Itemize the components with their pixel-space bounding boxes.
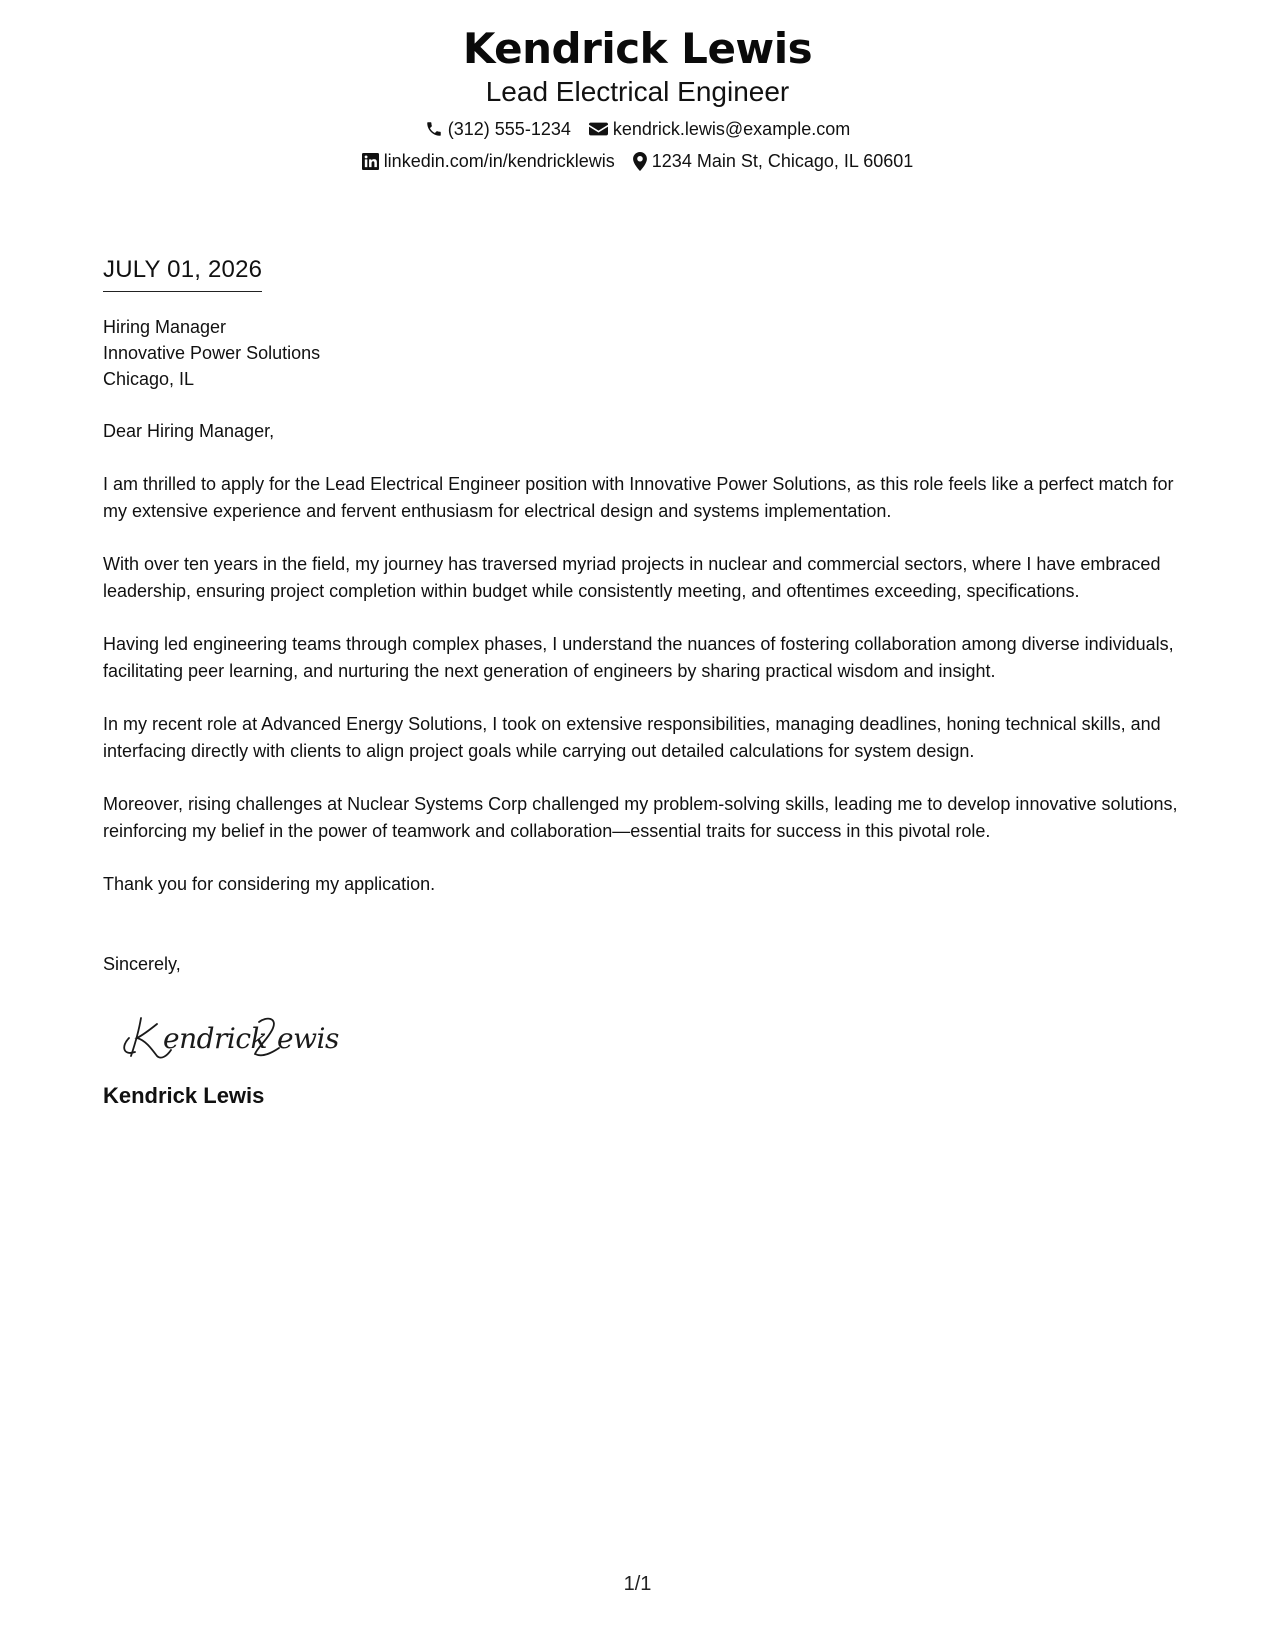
page-number: 1/1 <box>623 1573 652 1595</box>
letter-body <box>103 255 1178 1110</box>
body-paragraph: Thank you for considering my application. <box>103 874 436 894</box>
contact-phone[interactable] <box>425 118 571 140</box>
salutation: Dear Hiring Manager, <box>103 421 275 441</box>
svg-text:endrick: endrick <box>163 1022 268 1055</box>
recipient-line: Chicago, IL <box>103 369 195 389</box>
contact-address <box>633 150 914 172</box>
envelope-icon <box>589 121 608 137</box>
contact-email[interactable] <box>589 118 850 140</box>
body-paragraph: Moreover, rising challenges at Nuclear Systems Corp challenged my problem-solving skills, leading me to develop innovative solutions, reinforcing my belief in the power of teamwork and collaboration—essential traits for success in this pivotal role. <box>103 794 1178 841</box>
body-paragraph: In my recent role at Advanced Energy Solutions, I took on extensive responsibilities, managing deadlines, honing technical skills, and interfacing directly with clients to align project goals while carrying out detailed calculations for system design. <box>103 714 1161 761</box>
body-paragraph: With over ten years in the field, my journey has traversed myriad projects in nuclear and commercial sectors, where I have embraced leadership, ensuring project completion within budget while consistently meeting, and oftentimes exceeding, specifications. <box>103 554 1161 601</box>
email-text: kendrick.lewis@example.com <box>612 119 851 139</box>
map-pin-icon <box>633 152 647 171</box>
letter-header <box>0 22 1275 172</box>
contact-linkedin[interactable] <box>362 150 615 172</box>
closing: Sincerely, <box>103 954 181 974</box>
body-paragraph: I am thrilled to apply for the Lead Electrical Engineer position with Innovative Power Solutions, as this role feels like a perfect match for my extensive experience and fervent enthusiasm for electrical design and systems implementation. <box>103 474 1174 521</box>
recipient-line: Innovative Power Solutions <box>103 343 321 363</box>
body-paragraph: Having led engineering teams through complex phases, I understand the nuances of fostering collaboration among diverse individuals, facilitating peer learning, and nurturing the next generation of engineers by sharing practical wisdom and insight. <box>103 634 1174 681</box>
recipient-block <box>103 314 1178 392</box>
applicant-name: Kendrick Lewis <box>462 24 813 73</box>
svg-text:ewis: ewis <box>277 1022 339 1055</box>
letter-date: JULY 01, 2026 <box>103 255 262 292</box>
applicant-title: Lead Electrical Engineer <box>485 76 790 107</box>
linkedin-icon <box>362 153 379 170</box>
signer-name: Kendrick Lewis <box>103 1083 265 1108</box>
closing-block <box>103 951 1178 1110</box>
contact-row-secondary <box>0 150 1275 172</box>
phone-icon <box>425 120 443 138</box>
address-text: 1234 Main St, Chicago, IL 60601 <box>651 151 914 171</box>
handwritten-signature <box>117 1008 1178 1064</box>
recipient-line: Hiring Manager <box>103 317 227 337</box>
contact-row-primary <box>0 118 1275 140</box>
phone-text: (312) 555-1234 <box>447 119 571 139</box>
linkedin-text: linkedin.com/in/kendricklewis <box>383 151 615 171</box>
